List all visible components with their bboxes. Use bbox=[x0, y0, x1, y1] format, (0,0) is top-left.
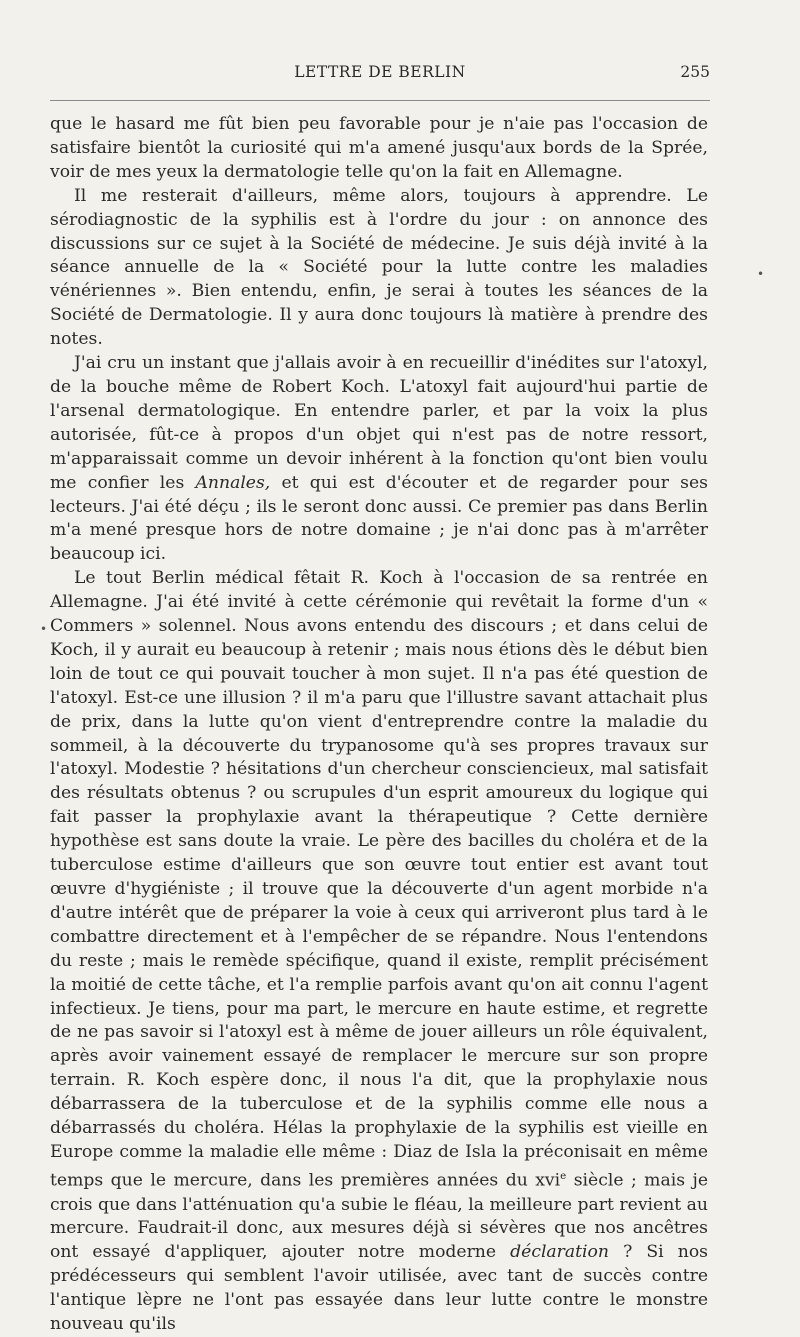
italic-text: déclaration bbox=[510, 1242, 609, 1263]
margin-dot: • bbox=[40, 622, 48, 636]
running-title: LETTRE DE BERLIN bbox=[294, 63, 466, 81]
paragraph-p4 bbox=[50, 567, 708, 1337]
body-text bbox=[50, 113, 708, 1337]
superscript: e bbox=[560, 1169, 567, 1182]
text-run: Le tout Berlin médical fêtait R. Koch à l'occasion de sa rentrée en Allemagne. J'ai été invité à cette cérémonie qui revêtait la forme d'un « Commers » solennel. Nous avons entendu des discours ; et dans celui de Koch, il y aurait eu beaucoup à retenir ; mais nous étions dès le début bien loin de tout ce qui pouvait toucher à mon sujet. Il n'a pas été question de l'atoxyl. Est-ce une illusion ? il m'a paru que l'illustre savant attachait plus de prix, dans la lutte qu'on vient d'entreprendre contre la maladie du sommeil, à la découverte du trypanosome qu'à ses propres travaux sur l'atoxyl. Modestie ? hésitations d'un chercheur consciencieux, mal satisfait des résultats obtenus ? ou scrupules d'un esprit amoureux du logique qui fait passer la prophylaxie avant la thérapeutique ? Cette dernière hypothèse est sans doute la vraie. Le père des bacilles du choléra et de la tuberculose estime d'ailleurs que son œuvre tout entier est avant tout œuvre d'hygiéniste ; il trouve que la découverte d'un agent morbide n'a d'autre intérêt que de préparer la voie à ceux qui arriveront plus tard à le combattre directement et à l'empêcher de se répandre. Nous l'entendons du reste ; mais le remède spécifique, quand il existe, remplit précisément la moitié de cette tâche, et l'a remplie parfois avant qu'on ait connu l'agent infectieux. Je tiens, pour ma part, le mercure en haute estime, et regrette de ne pas savoir si l'atoxyl est à même de jouer ailleurs un rôle équivalent, après avoir vainement essayé de remplacer le mercure sur son propre terrain. R. Koch espère donc, il nous l'a dit, que la prophylaxie nous débarrassera de la tuberculose et de la syphilis comme elle nous a débarrassés du choléra. Hélas la prophylaxie de la syphilis est vieille en Europe comme la maladie elle même : Diaz de Isla la préconisait en même temps que le mercure, dans les premières années du xvi bbox=[50, 568, 708, 1191]
italic-text: Annales, bbox=[195, 472, 271, 493]
paragraph-p3 bbox=[50, 352, 708, 567]
page-header bbox=[50, 60, 710, 88]
margin-dot: • bbox=[757, 267, 765, 281]
text-run: siècle ; mais je crois que dans l'atténuation qu'a subie le fléau, la meilleure part revient au mercure. Faudrait-il donc, aux mesures déjà si sévères que nos ancêtres ont essayé d'appliquer, ajouter notre moderne bbox=[50, 1170, 708, 1263]
text-run: ? Si nos prédécesseurs qui semblent l'avoir utilisée, avec tant de succès contre l'antique lèpre ne l'ont pas essayée dans leur lutte contre le monstre nouveau qu'ils bbox=[50, 1242, 708, 1335]
header-rule bbox=[50, 100, 710, 101]
text-run: et qui est d'écouter et de regarder pour ses lecteurs. J'ai été déçu ; ils le seront donc aussi. Ce premier pas dans Berlin m'a mené presque hors de notre domaine ; je n'ai donc pas à m'arrêter beaucoup ici. bbox=[50, 472, 708, 565]
text-run: que le hasard me fût bien peu favorable pour je n'aie pas l'occasion de satisfaire bientôt la curiosité qui m'a amené jusqu'aux bords de la Sprée, voir de mes yeux la dermatologie telle qu'on la fait en Allemagne. bbox=[50, 114, 708, 182]
paragraph-p1 bbox=[50, 113, 708, 185]
text-run: J'ai cru un instant que j'allais avoir à en recueillir d'inédites sur l'atoxyl, de la bouche même de Robert Koch. L'atoxyl fait aujourd'hui partie de l'arsenal dermatologique. En entendre parler, et par la voix la plus autorisée, fût-ce à propos d'un objet qui n'est pas de notre ressort, m'apparaissait comme un devoir inhérent à la fonction qu'ont bien voulu me confier les bbox=[50, 353, 708, 493]
paragraph-p2 bbox=[50, 185, 708, 352]
page-number: 255 bbox=[680, 63, 710, 81]
text-run: Il me resterait d'ailleurs, même alors, toujours à apprendre. Le sérodiagnostic de la syphilis est à l'ordre du jour : on annonce des discussions sur ce sujet à la Société de médecine. Je suis déjà invité à la séance annuelle de la « Société pour la lutte contre les maladies vénériennes ». Bien entendu, enfin, je serai à toutes les séances de la Société de Dermatologie. Il y aura donc toujours là matière à prendre des notes. bbox=[50, 185, 708, 350]
